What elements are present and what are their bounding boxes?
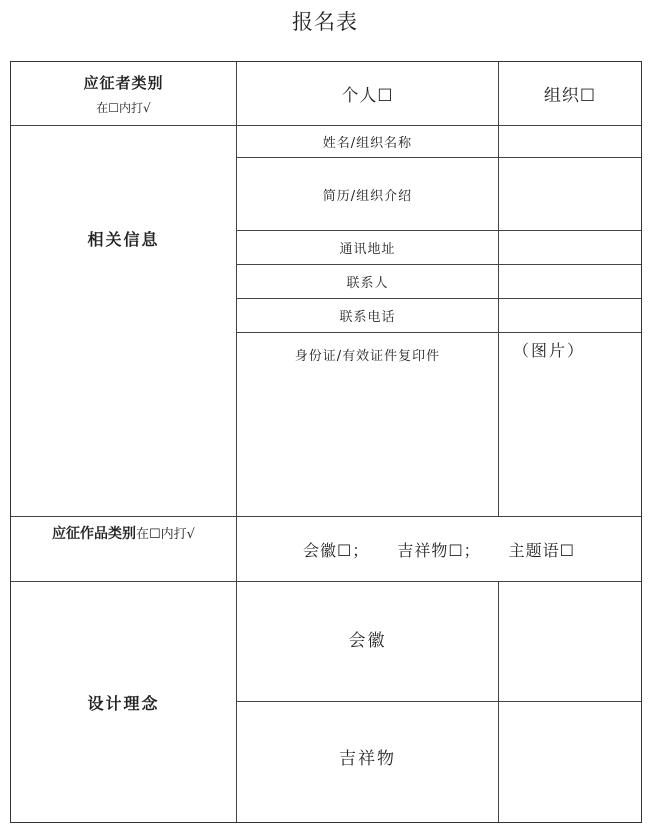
option-mascot[interactable]: 吉祥物☐； — [397, 540, 481, 560]
option-slogan[interactable]: 主题语☐ — [508, 540, 576, 560]
field-id-copy-label: 身份证/有效证件复印件 — [294, 349, 441, 364]
field-resume-label: 简历/组织介绍 — [322, 188, 413, 204]
contact-input-cell[interactable] — [499, 265, 641, 298]
concept-emblem-input[interactable] — [499, 582, 641, 701]
address-input-cell[interactable] — [499, 231, 641, 264]
option-person[interactable]: 个人☐ — [341, 86, 394, 106]
work-options — [237, 517, 641, 581]
option-emblem[interactable]: 会徽☐； — [302, 540, 370, 560]
concept-emblem-label: 会徽 — [348, 631, 387, 651]
applicant-category-cell — [11, 62, 236, 125]
related-info-label: 相关信息 — [87, 230, 160, 249]
field-address-label: 通讯地址 — [339, 242, 396, 257]
design-concept-label: 设计理念 — [87, 693, 160, 713]
applicant-category-label: 应征者类别 — [83, 73, 164, 92]
field-phone-label: 联系电话 — [339, 310, 396, 325]
field-name-label: 姓名/组织名称 — [322, 136, 413, 151]
name-input-cell[interactable] — [499, 126, 641, 157]
work-category-cell — [11, 517, 236, 581]
registration-table — [10, 61, 642, 823]
option-organization[interactable]: 组织☐ — [543, 86, 597, 106]
photo-placeholder[interactable]: （图片） — [513, 341, 586, 360]
resume-input-cell[interactable] — [499, 158, 641, 230]
concept-mascot-label: 吉祥物 — [339, 749, 396, 769]
concept-mascot-input[interactable] — [499, 702, 641, 822]
applicant-category-hint: 在☐内打√ — [96, 100, 151, 115]
work-category-hint: 在☐内打√ — [136, 527, 195, 542]
form-title: 报名表 — [292, 10, 358, 34]
work-category-label: 应征作品类别 — [52, 526, 137, 542]
phone-input-cell[interactable] — [499, 299, 641, 332]
field-contact-label: 联系人 — [346, 276, 389, 291]
